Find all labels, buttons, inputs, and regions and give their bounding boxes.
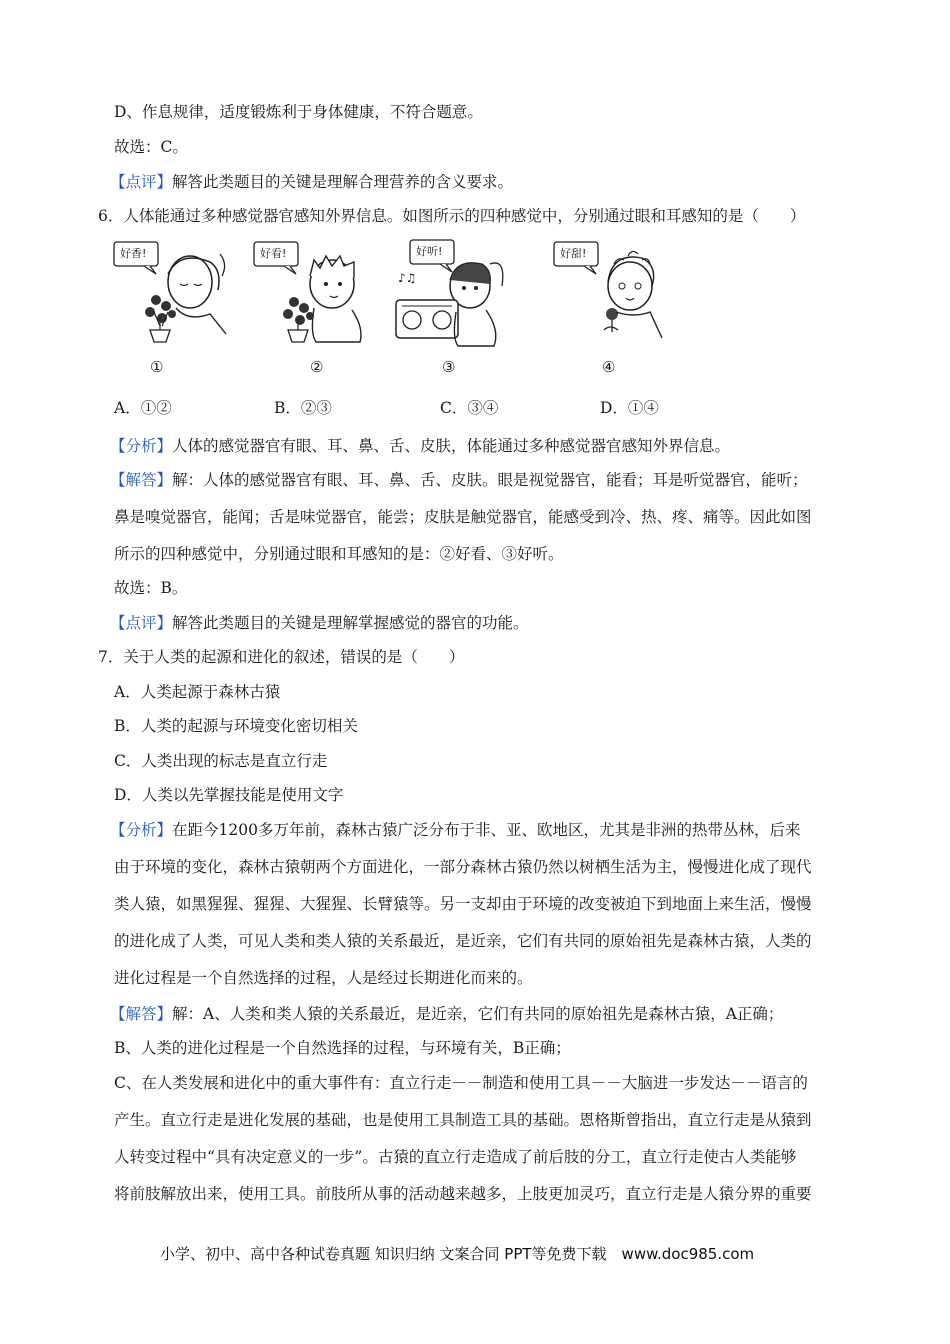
review-tag: 【点评】 (110, 173, 173, 191)
figure-number-4: ④ (602, 358, 616, 376)
q7-analysis-line-5: 进化过程是一个自然选择的过程，人是经过长期进化而来的。 (114, 969, 533, 987)
svg-text:♪♫: ♪♫ (398, 271, 417, 285)
q6-review-tag: 【点评】 (110, 614, 173, 632)
q7-answer-line-5: 人转变过程中“具有决定意义的一步”。古猿的直立行走造成了前后肢的分工，直立行走使古人类能够 (114, 1148, 797, 1166)
q7-analysis-line-1 (110, 820, 800, 840)
q6-answer-line-3: 所示的四种感觉中，分别通过眼和耳感知的是：②好看、③好听。 (114, 545, 564, 563)
question-7: 7．关于人类的起源和进化的叙述，错误的是（ ） (98, 648, 465, 666)
bubble-text-1: 好香! (120, 247, 147, 260)
q6-option-c: C．③④ (440, 399, 499, 417)
figure-sight (250, 234, 380, 384)
q7-analysis-line-4: 的进化成了人类，可见人类和类人猿的关系最近，是近亲，它们有共同的原始祖先是森林古猿，人类的 (114, 932, 812, 950)
q6-option-d: D．①④ (600, 399, 659, 417)
q7-answer-tag: 【解答】 (110, 1005, 173, 1023)
q6-answer-line-1 (110, 470, 808, 490)
q6-review (110, 613, 529, 633)
review-text: 解答此类题目的关键是理解合理营养的含义要求。 (172, 173, 514, 191)
q7-option-c: C．人类出现的标志是直立行走 (114, 752, 328, 770)
q6-analysis (110, 436, 730, 456)
q7-analysis-line-3: 类人猿，如黑猩猩、猩猩、大猩猩、长臂猿等。另一支却由于环境的改变被迫下到地面上来生活，慢慢 (114, 895, 812, 913)
option-d-explanation: D、作息规律，适度锻炼利于身体健康，不符合题意。 (114, 103, 483, 121)
q7-answer-line-3: C、在人类发展和进化中的重大事件有：直立行走－－制造和使用工具－－大脑进一步发达－－语言的 (114, 1074, 808, 1092)
choose-answer: 故选：C。 (114, 138, 188, 156)
q7-answer-line-1 (110, 1004, 783, 1024)
q6-choose: 故选：B。 (114, 579, 188, 597)
q7-answer-text-1: 解：A、人类和类人猿的关系最近，是近亲，它们有共同的原始祖先是森林古猿，A正确； (172, 1005, 784, 1023)
senses-figure (110, 234, 670, 384)
q7-option-a: A．人类起源于森林古猿 (114, 683, 281, 701)
q7-analysis-line-2: 由于环境的变化，森林古猿朝两个方面进化，一部分森林古猿仍然以树栖生活为主，慢慢进化成了现代 (114, 858, 812, 876)
bubble-text-4: 好甜! (560, 247, 587, 260)
q6-answer-line-2: 鼻是嗅觉器官，能闻；舌是味觉器官，能尝；皮肤是触觉器官，能感受到冷、热、疼、痛等。因此如图 (114, 508, 812, 526)
figure-smell (110, 234, 240, 384)
q7-option-b: B．人类的起源与环境变化密切相关 (114, 717, 358, 735)
figure-number-2: ② (310, 358, 324, 376)
figure-number-3: ③ (442, 358, 456, 376)
figure-taste (550, 234, 680, 384)
page-footer: 小学、初中、高中各种试卷真题 知识归纳 文案合同 PPT等免费下载 www.doc985.com (160, 1245, 755, 1263)
q6-review-text: 解答此类题目的关键是理解掌握感觉的器官的功能。 (172, 614, 529, 632)
figure-number-1: ① (150, 358, 164, 376)
bubble-text-2: 好看! (260, 247, 287, 260)
q7-analysis-text-1: 在距今1200多万年前，森林古猿广泛分布于非、亚、欧地区，尤其是非洲的热带丛林，后来 (172, 821, 801, 839)
figure-hearing (390, 234, 520, 384)
bubble-text-3: 好听! (416, 245, 443, 258)
q7-option-d: D．人类以先掌握技能是使用文字 (114, 786, 344, 804)
q6-option-a: A．①② (114, 399, 172, 417)
q7-answer-line-2: B、人类的进化过程是一个自然选择的过程，与环境有关，B正确； (114, 1039, 571, 1057)
q6-option-b: B．②③ (274, 399, 332, 417)
q6-answer-tag: 【解答】 (110, 471, 173, 489)
review-line (110, 172, 513, 192)
question-6: 6．人体能通过多种感觉器官感知外界信息。如图所示的四种感觉中，分别通过眼和耳感知的是（ ） (98, 207, 806, 225)
q7-analysis-tag: 【分析】 (110, 821, 173, 839)
q6-analysis-text: 人体的感觉器官有眼、耳、鼻、舌、皮肤，体能通过多种感觉器官感知外界信息。 (172, 437, 731, 455)
q6-answer-text-1: 解：人体的感觉器官有眼、耳、鼻、舌、皮肤。眼是视觉器官，能看；耳是听觉器官，能听； (172, 471, 808, 489)
q6-analysis-tag: 【分析】 (110, 437, 173, 455)
q7-answer-line-6: 将前肢解放出来，使用工具。前肢所从事的活动越来越多，上肢更加灵巧，直立行走是人猿分界的重要 (114, 1185, 812, 1203)
q7-answer-line-4: 产生。直立行走是进化发展的基础，也是使用工具制造工具的基础。恩格斯曾指出，直立行走是从猿到 (114, 1111, 812, 1129)
